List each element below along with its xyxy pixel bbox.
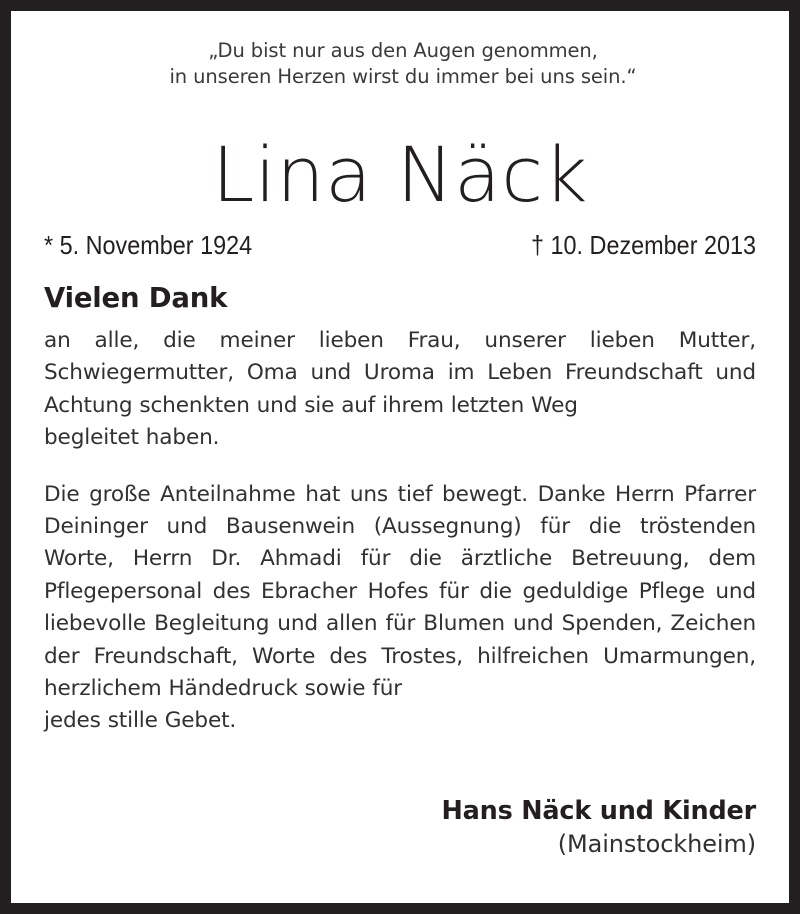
signature-place: (Mainstockheim) [557,830,756,858]
obituary-notice-inner [11,11,789,903]
memorial-verse [50,38,756,90]
thanks-heading: Vielen Dank [44,282,228,314]
thanks-paragraph-2 [44,479,756,738]
thanks-paragraph-1 [44,325,756,455]
thanks-paragraph-2-lastline: jedes stille Gebet. [44,708,237,734]
thanks-paragraph-1-lastline: begleitet haben. [44,425,220,451]
death-date: † 10. Dezember 2013 [530,230,756,260]
memorial-verse-line-2: in unseren Herzen wirst du immer bei uns sein.“ [169,65,637,88]
deceased-name: Lina Näck [211,130,589,219]
signature-name: Hans Näck und Kinder [441,796,756,826]
birth-date: * 5. November 1924 [44,230,253,260]
thanks-paragraph-1-text: an alle, die meiner lieben Frau, unserer lieben Mutter, Schwiegermutter, Oma und Uroma im Leben Freundschaft und Achtung schenkten und sie auf ihrem letzten Weg [44,328,756,418]
life-dates [44,229,756,261]
memorial-verse-line-1: „Du bist nur aus den Augen genommen, [208,39,598,62]
thanks-paragraph-2-text: Die große Anteilnahme hat uns tief bewegt. Danke Herrn Pfarrer Deininger und Bausenwein (Aussegnung) für die tröstenden Worte, Herrn Dr. Ahmadi für die ärztliche Betreuung, dem Pflegepersonal des Ebracher Hofes für die geduldige Pflege und liebevolle Begleitung und allen für Blumen und Spenden, Zeichen der Freundschaft, Worte des Trostes, hilfreichen Umarmungen, herzlichem Händedruck sowie für [44,481,756,702]
signature-block [442,795,756,860]
